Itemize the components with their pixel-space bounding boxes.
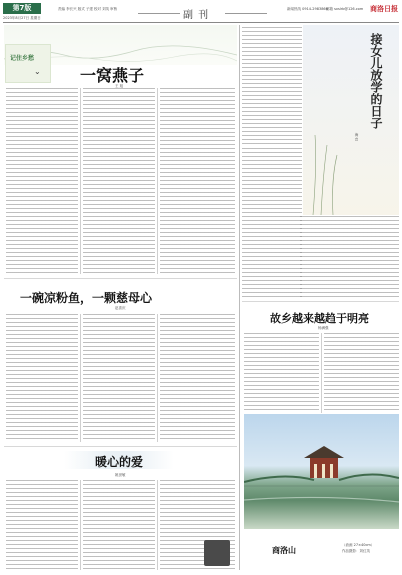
yanzi-col-2 xyxy=(83,88,155,274)
wanliang-col-1 xyxy=(6,314,78,442)
wanliang-title: 一碗凉粉鱼，一颗慈母心 xyxy=(20,291,153,305)
phone-line: 新闻热线 0914-2983866 xyxy=(287,7,328,11)
poem-body xyxy=(300,216,399,298)
poem-panel xyxy=(303,25,399,215)
col-rule xyxy=(80,314,81,442)
guxiang-col-2 xyxy=(324,333,399,413)
section-rule xyxy=(242,301,399,302)
photo-caption-sub: （油画 27×40cm） xyxy=(342,543,375,547)
yanzi-col-1 xyxy=(6,88,78,274)
photo-caption-title: 商洛山 xyxy=(272,546,296,555)
section-dash-right xyxy=(225,13,267,14)
section-rule xyxy=(4,446,237,447)
photo-caption-box xyxy=(244,529,399,569)
page-label-box xyxy=(3,3,41,14)
photo-caption-credit: 作品摄影：刘红英 xyxy=(342,549,370,553)
poem-reeds xyxy=(303,25,399,215)
pavilion-scene xyxy=(244,414,399,529)
guxiang-col-1 xyxy=(244,333,319,413)
calligraphy-seal xyxy=(204,540,230,566)
wanliang-col-3 xyxy=(160,314,235,442)
painting-photo xyxy=(244,414,399,529)
header-rule xyxy=(3,22,399,23)
page-label: 第7版 xyxy=(12,4,32,12)
swallow-art xyxy=(5,44,51,83)
yanzi-col-3 xyxy=(160,88,235,274)
paper-name: 商洛日报 xyxy=(370,5,398,13)
col-rule xyxy=(157,480,158,570)
yanzi-title: 一窝燕子 xyxy=(80,66,145,85)
nuanxin-col-1 xyxy=(6,480,78,570)
right-col-1b xyxy=(242,148,302,298)
yanzi-author: 王 旭 xyxy=(115,84,124,88)
col-rule xyxy=(80,480,81,570)
wanliang-author: 赵喜庆 xyxy=(115,306,126,310)
right-col-1 xyxy=(242,27,302,147)
poem-author: 海 音 xyxy=(355,133,359,142)
nuanxin-title: 暖心的爱 xyxy=(95,455,144,469)
section-title: 副 刊 xyxy=(183,10,210,21)
guxiang-title: 故乡越来越趋于明亮 xyxy=(270,312,369,325)
guxiang-author: 杨满强 xyxy=(318,326,329,330)
col-rule xyxy=(321,333,322,413)
section-rule xyxy=(4,278,237,279)
col-rule xyxy=(157,314,158,442)
mail-line: 邮箱 sxslrb@126.com xyxy=(326,7,364,11)
col-rule xyxy=(80,88,81,274)
poem-title: 接女儿放学的日子 xyxy=(369,33,383,129)
nuanxin-col-2 xyxy=(83,480,155,570)
header-bar xyxy=(3,3,399,23)
editor-line: 责编 李长兴 版式 子建 校对 刘英 审核 xyxy=(58,7,118,11)
wanliang-col-2 xyxy=(83,314,155,442)
nuanxin-author: 姚世敏 xyxy=(115,473,126,477)
date-line: 2023年8月27日 星期日 xyxy=(3,16,41,20)
section-dash-left xyxy=(138,13,180,14)
col-rule xyxy=(157,88,158,274)
swallow-art-caption: 记住乡愁 xyxy=(10,55,35,62)
swallow-icon: ⌄ xyxy=(34,67,41,76)
page-divider xyxy=(239,25,240,570)
